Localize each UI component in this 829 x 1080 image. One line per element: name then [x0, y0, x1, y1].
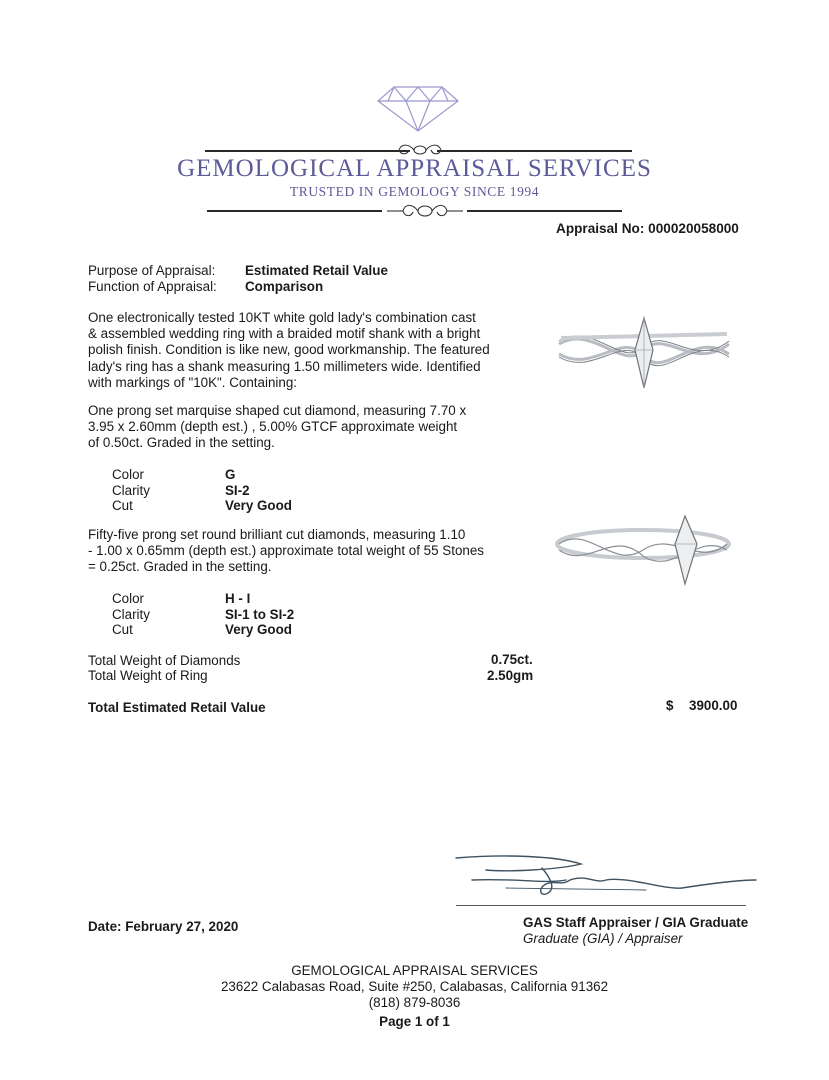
description-line: with markings of "10K". Containing: [88, 374, 297, 390]
footer-company: GEMOLOGICAL APPRAISAL SERVICES [291, 963, 538, 978]
total-retail-label: Total Estimated Retail Value [88, 700, 266, 715]
currency-symbol: $ [666, 698, 674, 713]
total-ring-label: Total Weight of Ring [88, 668, 208, 683]
ring-top-view-image [553, 312, 735, 398]
appraisal-date: Date: February 27, 2020 [88, 919, 239, 934]
grade-label: Clarity [112, 607, 150, 622]
grade-label: Color [112, 467, 144, 482]
purpose-value: Estimated Retail Value [245, 263, 388, 278]
description-line: polish finish. Condition is like new, good workmanship. The featured [88, 342, 490, 358]
company-name: GEMOLOGICAL APPRAISAL SERVICES [177, 155, 652, 182]
total-ring-value: 2.50gm [487, 668, 534, 683]
tagline: TRUSTED IN GEMOLOGY SINCE 1994 [289, 184, 540, 199]
grade-label: Color [112, 591, 144, 606]
center-stone-line: of 0.50ct. Graded in the setting. [88, 435, 275, 451]
description-line: lady's ring has a shank measuring 1.50 millimeters wide. Identified [88, 358, 481, 374]
side-stones-line: Fifty-five prong set round brilliant cut diamonds, measuring 1.10 [88, 527, 466, 542]
function-label: Function of Appraisal: [88, 279, 217, 294]
grade-value: G [225, 467, 236, 482]
grade-value: SI-2 [225, 483, 250, 498]
grade-value: Very Good [225, 622, 292, 637]
header-rule-bottom-left [207, 210, 382, 212]
center-stone-line: One prong set marquise shaped cut diamond, measuring 7.70 x [88, 403, 467, 418]
footer-address: 23622 Calabasas Road, Suite #250, Calabasas, California 91362 [220, 979, 609, 994]
appraiser-title: GAS Staff Appraiser / GIA Graduate [523, 915, 749, 930]
grade-label: Cut [112, 498, 133, 513]
header-rule-top-left [205, 150, 410, 152]
grade-value: Very Good [225, 498, 292, 513]
header-rule-bottom-right [467, 210, 622, 212]
purpose-label: Purpose of Appraisal: [88, 263, 216, 278]
description-line: & assembled wedding ring with a braided motif shank with a bright [88, 326, 481, 342]
signature-rule [456, 905, 746, 906]
diamond-logo-icon [376, 85, 460, 133]
center-stone-line: 3.95 x 2.60mm (depth est.) , 5.00% GTCF approximate weight [88, 419, 458, 435]
grade-label: Cut [112, 622, 133, 637]
side-stones-line: = 0.25ct. Graded in the setting. [88, 559, 272, 575]
total-diamonds-value: 0.75ct. [491, 652, 533, 667]
total-retail-value: 3900.00 [689, 698, 738, 713]
ornament-bottom-icon [385, 200, 465, 222]
description-line: One electronically tested 10KT white gold lady's combination cast [88, 310, 476, 325]
function-value: Comparison [245, 279, 324, 294]
side-stones-description [88, 527, 528, 576]
appraiser-subtitle: Graduate (GIA) / Appraiser [523, 931, 683, 946]
page-number: Page 1 of 1 [379, 1014, 450, 1029]
grade-value: SI-1 to SI-2 [225, 607, 295, 622]
ring-side-view-image [553, 510, 733, 590]
appraisal-number: Appraisal No: 000020058000 [556, 221, 739, 236]
center-stone-description [88, 403, 528, 452]
footer-phone: (818) 879-8036 [368, 995, 461, 1010]
header-rule-top-right [437, 150, 632, 152]
signature-image [446, 850, 762, 906]
total-diamonds-label: Total Weight of Diamonds [88, 653, 241, 668]
grade-label: Clarity [112, 483, 150, 498]
grade-value: H - I [225, 591, 251, 606]
ring-description [88, 310, 528, 391]
side-stones-line: - 1.00 x 0.65mm (depth est.) approximate total weight of 55 Stones [88, 543, 484, 559]
